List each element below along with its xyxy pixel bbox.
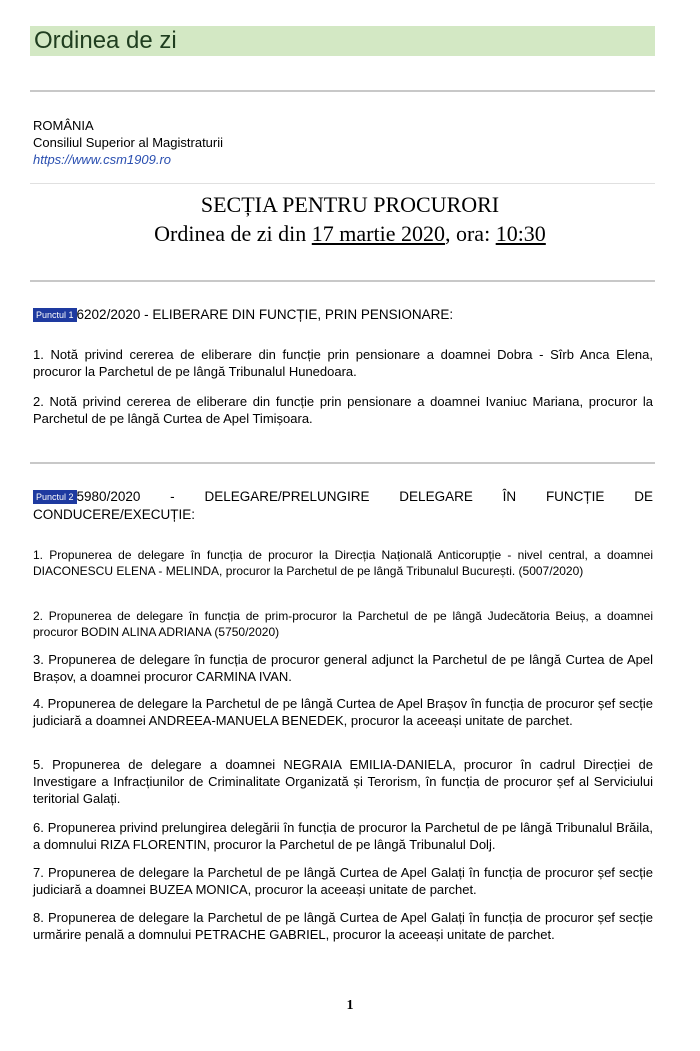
point-1-title: 6202/2020 - ELIBERARE DIN FUNCȚIE, PRIN PENSIONARE:: [76, 307, 454, 322]
point-2-item: 7. Propunerea de delegare la Parchetul de pe lângă Curtea de Apel Galați în funcția de procuror șef secție judiciară a doamnei BUZEA MONICA, procuror la aceeași unitate de parchet.: [33, 865, 653, 897]
point-2-tag: Punctul 2: [33, 490, 77, 504]
agenda-date: 17 martie 2020: [311, 221, 445, 246]
agenda-prefix: Ordinea de zi din: [154, 221, 307, 246]
agenda-time-prefix: , ora:: [444, 221, 491, 246]
divider: [30, 462, 655, 464]
point-2-item: 1. Propunerea de delegare în funcția de procuror la Direcția Națională Anticorupție - nivel central, a doamnei DIACONESCU ELENA - MELINDA, procuror la Parchetul de pe lângă Tribunalul București. (5007/2020): [33, 548, 653, 578]
point-2-item: 3. Propunerea de delegare în funcția de procuror general adjunct la Parchetul de pe lângă Curtea de Apel Brașov, a doamnei procuror CARMINA IVAN.: [33, 652, 653, 684]
point-2-title: 5980/2020 - DELEGARE/PRELUNGIRE DELEGARE ÎN FUNCȚIE DE CONDUCERE/EXECUȚIE:: [33, 489, 653, 522]
point-1-item: 2. Notă privind cererea de eliberare din funcție prin pensionare a doamnei Ivaniuc Mariana, procuror la Parchetul de pe lângă Curtea de Apel Timișoara.: [33, 394, 653, 426]
point-1-item: 1. Notă privind cererea de eliberare din funcție prin pensionare a doamnei Dobra - Sîrb Anca Elena, procuror la Parchetul de pe lângă Tribunalul Hunedoara.: [33, 347, 653, 379]
point-1-tag: Punctul 1: [33, 308, 77, 322]
agenda-banner: Ordinea de zi: [30, 26, 655, 56]
agenda-date-line: [0, 221, 700, 247]
divider: [30, 183, 655, 184]
divider: [30, 280, 655, 282]
country-label: ROMÂNIA: [33, 118, 94, 133]
point-2-heading: [33, 488, 653, 524]
point-2-item: 6. Propunerea privind prelungirea delegării în funcția de procuror la Parchetul de pe lângă Tribunalul Brăila, a domnului RIZA FLORENTIN, procuror la Parchetul de pe lângă Tribunalul Dolj.: [33, 820, 653, 852]
point-1-heading: [33, 306, 653, 324]
council-label: Consiliul Superior al Magistraturii: [33, 135, 224, 150]
section-title: SECȚIA PENTRU PROCURORI: [200, 192, 500, 217]
divider: [30, 90, 655, 92]
page-number: 1: [346, 998, 354, 1013]
organization-block: [33, 117, 223, 168]
point-2-item: 4. Propunerea de delegare la Parchetul de pe lângă Curtea de Apel Brașov în funcția de procuror șef secție judiciară a doamnei ANDREEA-MANUELA BENEDEK, procuror la aceeași unitate de parchet.: [33, 696, 653, 728]
website-link[interactable]: https://www.csm1909.ro: [33, 152, 171, 167]
agenda-time: 10:30: [495, 221, 546, 246]
point-2-item: 8. Propunerea de delegare la Parchetul de pe lângă Curtea de Apel Galați în funcția de procuror șef secție urmărire penală a domnului PETRACHE GABRIEL, procuror la aceeași unitate de parchet.: [33, 910, 653, 942]
point-2-item: 5. Propunerea de delegare a doamnei NEGRAIA EMILIA-DANIELA, procuror în cadrul Direcției de Investigare a Infracțiunilor de Criminalitate Organizată și Terorism, în funcția de procuror șef al Serviciului teritorial Galați.: [33, 757, 653, 806]
point-2-item: 2. Propunerea de delegare în funcția de prim-procuror la Parchetul de pe lângă Judecătoria Beiuș, a doamnei procuror BODIN ALINA ADRIANA (5750/2020): [33, 609, 653, 639]
